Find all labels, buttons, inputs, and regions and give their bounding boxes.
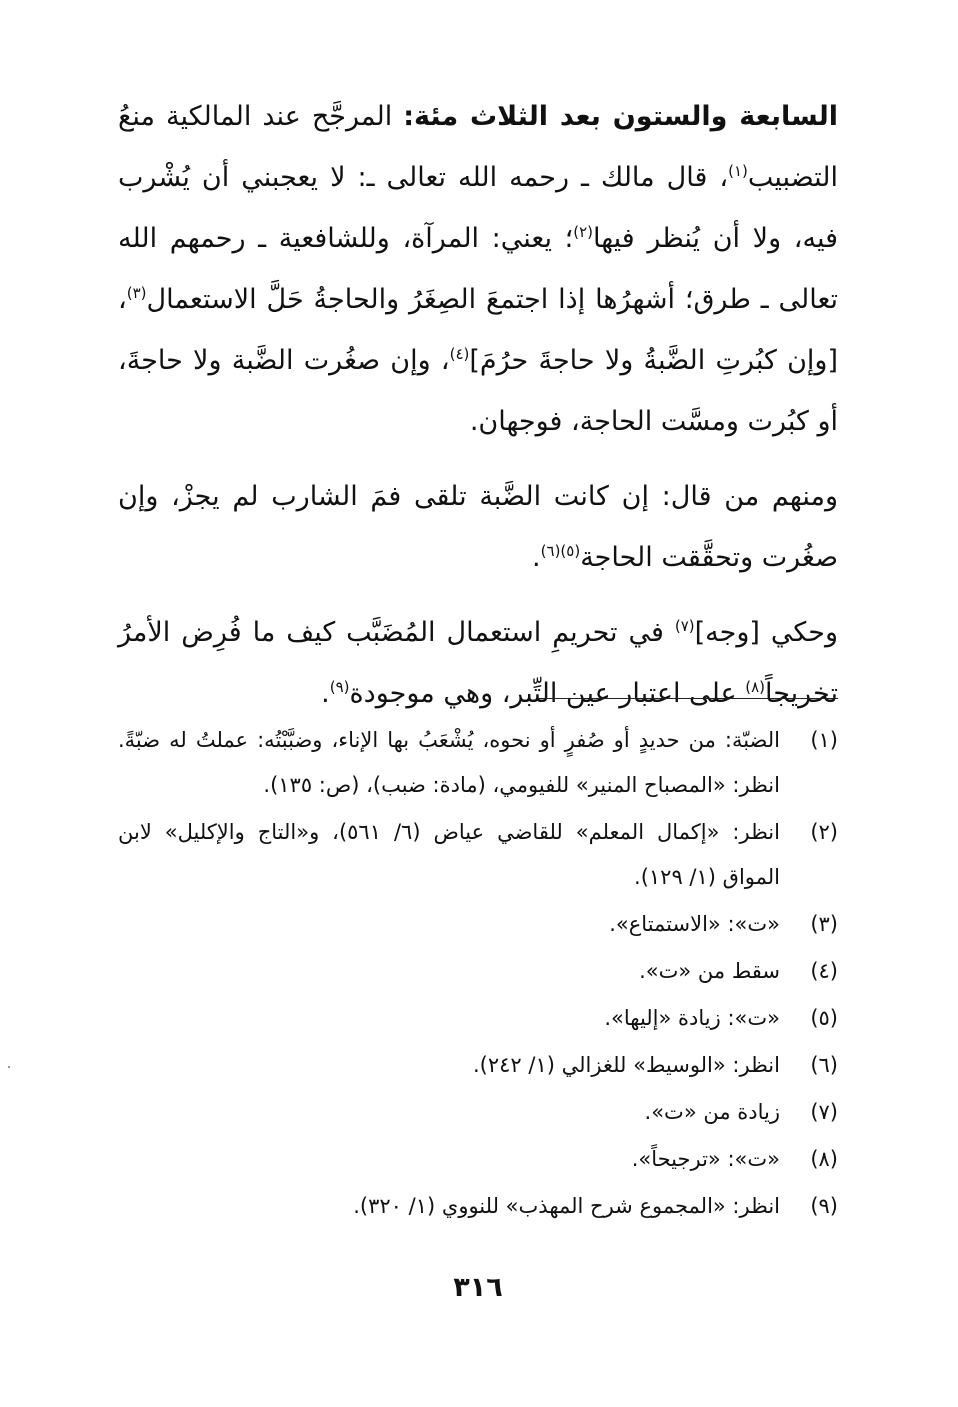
footnote-7 bbox=[118, 1090, 838, 1135]
footnote-text: «ت»: «الاستمتاع». bbox=[609, 912, 780, 936]
text-run: ، وإن صغُرت الضَّبة ولا حاجةَ، أو كبُرت ومسَّت الحاجة، فوجهان. bbox=[118, 345, 838, 437]
footnote-ref-7[interactable]: (٧) bbox=[674, 617, 695, 635]
footnote-text: «ت»: زيادة «إليها». bbox=[604, 1006, 780, 1030]
footnote-ref-5[interactable]: (٥) bbox=[560, 542, 581, 560]
footnote-ref-3[interactable]: (٣) bbox=[126, 284, 147, 302]
page-number: ٣١٦ bbox=[453, 1272, 503, 1303]
footnote-separator bbox=[538, 698, 838, 699]
footnotes-list bbox=[118, 718, 838, 1231]
footnote-text: «ت»: «ترجيحاً». bbox=[631, 1147, 780, 1171]
footnote-text: زيادة من «ت». bbox=[644, 1100, 780, 1124]
text-run: ومنهم من قال: إن كانت الضَّبة تلقى فمَ الشارب لم يجزْ، وإن صغُرت وتحقَّقت الحاجة bbox=[118, 481, 838, 573]
footnote-number: (٥) bbox=[810, 1006, 838, 1030]
main-text bbox=[118, 86, 838, 724]
footnote-ref-1[interactable]: (١) bbox=[728, 162, 748, 180]
footnote-number: (٧) bbox=[810, 1100, 838, 1124]
footnote-ref-6[interactable]: (٦) bbox=[540, 542, 561, 560]
text-run: ، [وإن كبُرتِ الضَّبةُ ولا حاجةَ حرُمَ] bbox=[118, 284, 838, 376]
footnote-6 bbox=[118, 1043, 838, 1088]
footnote-text: انظر: «الوسيط» للغزالي (١/ ٢٤٢). bbox=[472, 1053, 780, 1077]
text-run: المرجَّح عند المالكية منعُ التضبيب bbox=[118, 101, 838, 193]
paragraph-2 bbox=[118, 466, 838, 588]
text-run: ؛ يعني: المرآة، وللشافعية ـ رحمهم الله تعالى ـ طرق؛ أشهرُها إذا اجتمعَ الصِغَرُ والحاجةُ حَلَّ الاستعمال bbox=[118, 223, 838, 315]
issue-heading: السابعة والستون بعد الثلاث مئة: bbox=[403, 101, 839, 132]
footnote-ref-8[interactable]: (٨) bbox=[745, 678, 765, 696]
footnote-ref-9[interactable]: (٩) bbox=[329, 678, 350, 696]
paragraph-1 bbox=[118, 86, 838, 452]
footnote-number: (١) bbox=[810, 728, 838, 752]
scan-speck bbox=[8, 1066, 10, 1068]
footnote-ref-4[interactable]: (٤) bbox=[449, 345, 470, 363]
footnote-number: (٤) bbox=[810, 959, 838, 983]
book-page bbox=[118, 0, 838, 1407]
footnote-number: (٦) bbox=[810, 1053, 838, 1077]
footnote-5 bbox=[118, 996, 838, 1041]
text-run: . bbox=[321, 678, 330, 709]
footnote-1 bbox=[118, 718, 838, 808]
footnote-8 bbox=[118, 1137, 838, 1182]
text-run: . bbox=[532, 542, 541, 573]
footnote-text: الضبّة: من حديدٍ أو صُفرٍ أو نحوه، يُشْعَبُ بها الإناء، وضبَّبْتُه: عملتُ له ضبّةً. انظر: «المصباح المنير» للفيومي، (مادة: ضبب)، (ص: ١٣٥). bbox=[118, 728, 780, 797]
text-run: وحكي [وجه] bbox=[694, 617, 839, 648]
footnote-4 bbox=[118, 949, 838, 994]
paragraph-3 bbox=[118, 602, 838, 724]
footnote-2 bbox=[118, 810, 838, 900]
text-run: على اعتبار عين التِّبر، وهي موجودة bbox=[349, 678, 746, 709]
footnote-3 bbox=[118, 902, 838, 947]
footnote-number: (٣) bbox=[810, 912, 838, 936]
footnote-text: سقط من «ت». bbox=[639, 959, 780, 983]
footnote-text: انظر: «إكمال المعلم» للقاضي عياض (٦/ ٥٦١)، و«التاج والإكليل» لابن المواق (١/ ١٢٩). bbox=[118, 820, 780, 889]
text-run: ، قال مالك ـ رحمه الله تعالى ـ: لا يعجبني أن يُشْرب فيه، ولا أن يُنظر فيها bbox=[118, 162, 838, 254]
footnote-9 bbox=[118, 1184, 838, 1229]
footnote-number: (٢) bbox=[810, 820, 838, 844]
footnote-ref-2[interactable]: (٢) bbox=[573, 223, 593, 241]
footnote-number: (٩) bbox=[810, 1194, 838, 1218]
footnote-text: انظر: «المجموع شرح المهذب» للنووي (١/ ٣٢٠). bbox=[353, 1194, 780, 1218]
footnote-number: (٨) bbox=[810, 1147, 838, 1171]
text-run: في تحريمِ استعمال المُضَبَّب كيف ما فُرِض الأمرُ تخريجاً bbox=[118, 617, 838, 709]
